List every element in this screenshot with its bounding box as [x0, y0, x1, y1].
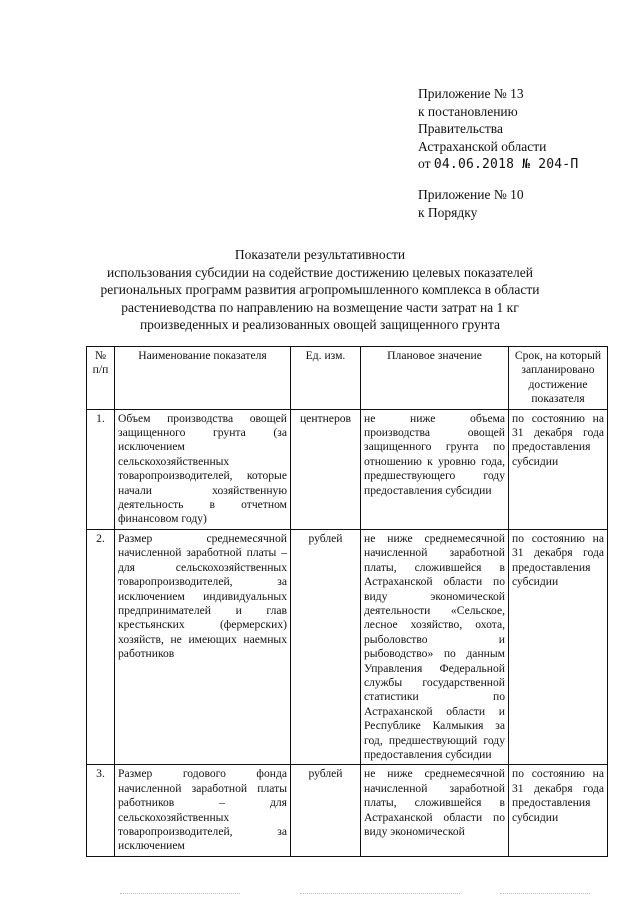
- table-row: [87, 765, 608, 856]
- indicator-name: Размер годового фонда начисленной заработной платы работников – для сельскохозяйственных товаропроизводителей, за исключением: [115, 765, 291, 856]
- subheader-line: Приложение № 10: [418, 187, 524, 202]
- indicator-term: по состоянию на 31 декабря года предоставления субсидии: [509, 409, 608, 529]
- title-line: использования субсидии на содействие достижению целевых показателей: [107, 264, 533, 280]
- title-line: региональных программ развития агропромышленного комплекса в области: [100, 282, 540, 298]
- column-header-plan: Плановое значение: [361, 347, 509, 410]
- appendix-subheader: [418, 186, 618, 221]
- table-row: [87, 529, 608, 765]
- header-line: к постановлению: [418, 103, 518, 119]
- indicator-term: по состоянию на 31 декабря года предоставления субсидии: [509, 529, 608, 765]
- indicator-unit: рублей: [291, 765, 361, 856]
- row-number: 1.: [87, 409, 115, 529]
- header-line: Приложение № 13: [418, 86, 524, 101]
- scan-artifact-line: [300, 893, 460, 895]
- indicator-unit: центнеров: [291, 409, 361, 529]
- row-number: 2.: [87, 529, 115, 765]
- title-line: произведенных и реализованных овощей защищенного грунта: [139, 317, 501, 333]
- document-title: [70, 246, 570, 334]
- header-line: Правительства: [418, 121, 503, 136]
- table-header-row: [87, 347, 608, 410]
- indicator-plan: не ниже среднемесячной начисленной заработной платы, сложившейся в Астраханской области по виду экономической деятельности «Сельское, лесное хозяйство, охота, рыболовство и рыбоводство» по данным Управления Федеральной службы государственной статистики по Астраханской области и Республике Калмыкия за год, предшествующий году предоставления субсидии: [361, 529, 509, 765]
- date-prefix: от: [418, 156, 431, 171]
- indicator-term: по состоянию на 31 декабря года предоставления субсидии: [509, 765, 608, 856]
- indicator-name: Размер среднемесячной начисленной заработной платы – для сельскохозяйственных товаропроизводителей, за исключением индивидуальных предпринимателей и глав крестьянских (фермерских) хозяйств, не имеющих наемных работников: [115, 529, 291, 765]
- date-stamp: 04.06.2018 № 204-П: [433, 157, 579, 172]
- scan-artifact-line: [500, 893, 590, 895]
- indicator-name: Объем производства овощей защищенного грунта (за исключением сельскохозяйственных товаропроизводителей, которые начали хозяйственную деятельность в отчетном финансовом году): [115, 409, 291, 529]
- indicator-plan: не ниже среднемесячной начисленной заработной платы, сложившейся в Астраханской области по виду экономической: [361, 765, 509, 856]
- indicator-unit: рублей: [291, 529, 361, 765]
- header-date-line: [418, 155, 618, 174]
- row-number: 3.: [87, 765, 115, 856]
- appendix-header: [418, 85, 618, 174]
- indicator-plan: не ниже объема производства овощей защищенного грунта по отношению к уровню года, предшествующего году предоставления субсидии: [361, 409, 509, 529]
- subheader-line: к Порядку: [418, 204, 478, 220]
- table-row: [87, 409, 608, 529]
- column-header-name: Наименование показателя: [115, 347, 291, 410]
- column-header-number: № п/п: [87, 347, 115, 410]
- indicators-table: [86, 346, 608, 857]
- column-header-unit: Ед. изм.: [291, 347, 361, 410]
- title-line: растениеводства по направлению на возмещение части затрат на 1 кг: [121, 299, 519, 315]
- scan-artifact-line: [120, 893, 240, 895]
- header-line: Астраханской области: [418, 138, 547, 154]
- column-header-term: Срок, на который запланировано достижение показателя: [509, 347, 608, 410]
- title-line: Показатели результативности: [234, 247, 406, 262]
